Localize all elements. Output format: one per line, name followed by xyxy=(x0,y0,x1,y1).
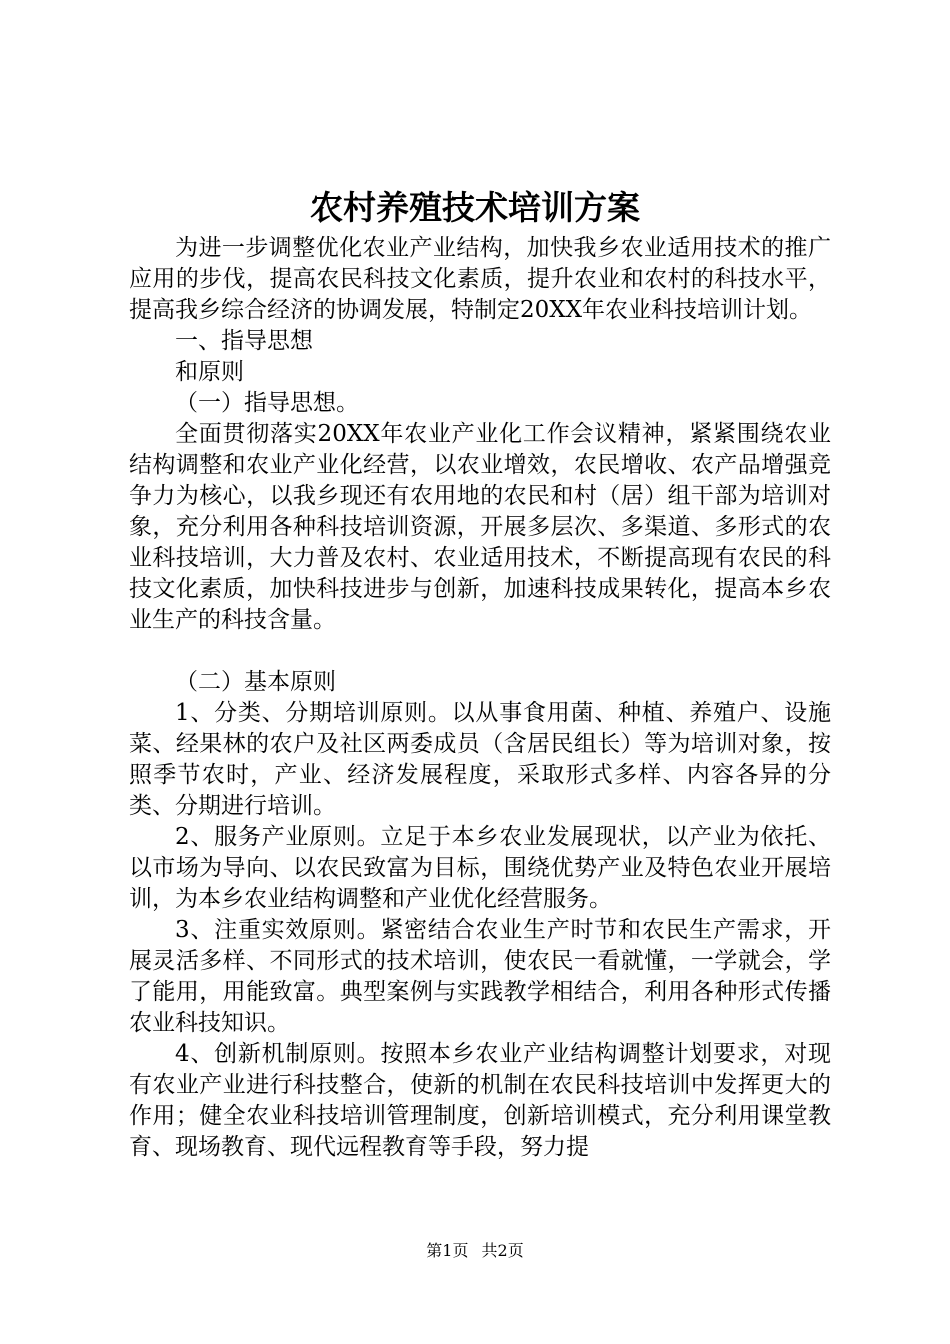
paragraph-principle-2: 2、服务产业原则。立足于本乡农业发展现状，以产业为依托、以市场为导向、以农民致富为目标，围绕优势产业及特色农业开展培训，为本乡农业结构调整和产业优化经营服务。 xyxy=(129,824,831,912)
subsection-heading-1: （一）指导思想。 xyxy=(175,390,359,416)
section-heading-1-cont: 和原则 xyxy=(175,359,244,385)
document-title: 农村养殖技术培训方案 xyxy=(310,188,640,227)
page-footer xyxy=(0,1240,950,1262)
page-number: 第1页 xyxy=(426,1241,469,1260)
document-body xyxy=(129,233,831,1163)
paragraph-principle-1: 1、分类、分期培训原则。以从事食用菌、种植、养殖户、设施菜、经果林的农户及社区两委成员（含居民组长）等为培训对象，按照季节农时，产业、经济发展程度，采取形式多样、内容各异的分类、分期进行培训。 xyxy=(129,700,831,819)
paragraph-intro: 为进一步调整优化农业产业结构，加快我乡农业适用技术的推广应用的步伐，提高农民科技文化素质，提升农业和农村的科技水平，提高我乡综合经济的协调发展，特制定20XX年农业科技培训计划。 xyxy=(129,235,831,323)
paragraph-guiding-thought: 全面贯彻落实20XX年农业产业化工作会议精神，紧紧围绕农业结构调整和农业产业化经营，以农业增效，农民增收、农产品增强竞争力为核心，以我乡现还有农用地的农民和村（居）组干部为培训对象，充分利用各种科技培训资源，开展多层次、多渠道、多形式的农业科技培训，大力普及农村、农业适用技术，不断提高现有农民的科技文化素质，加快科技进步与创新，加速科技成果转化，提高本乡农业生产的科技含量。 xyxy=(129,421,831,633)
subsection-heading-2: （二）基本原则 xyxy=(175,669,336,695)
page-total: 共2页 xyxy=(481,1241,524,1260)
section-heading-1: 一、指导思想 xyxy=(175,328,313,354)
paragraph-principle-3: 3、注重实效原则。紧密结合农业生产时节和农民生产需求，开展灵活多样、不同形式的技术培训，使农民一看就懂，一学就会，学了能用，用能致富。典型案例与实践教学相结合，利用各种形式传播农业科技知识。 xyxy=(129,917,831,1036)
paragraph-principle-4: 4、创新机制原则。按照本乡农业产业结构调整计划要求，对现有农业产业进行科技整合，使新的机制在农民科技培训中发挥更大的作用；健全农业科技培训管理制度，创新培训模式，充分利用课堂教育、现场教育、现代远程教育等手段，努力提 xyxy=(129,1041,831,1160)
